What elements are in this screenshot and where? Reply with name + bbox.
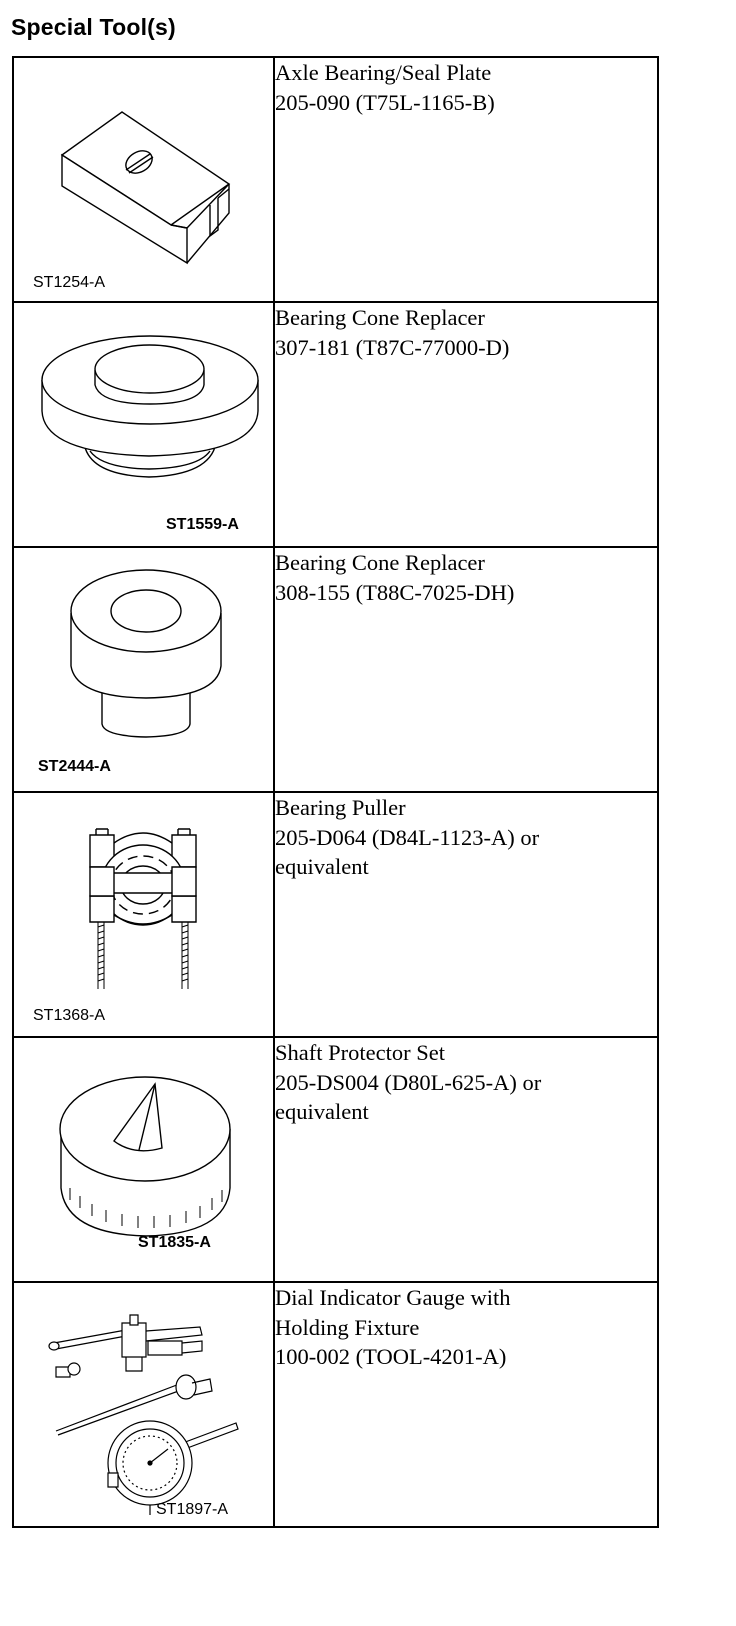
figure-code: ST1835-A <box>138 1234 211 1251</box>
tool-number: 308-155 (T88C-7025-DH) <box>275 579 515 605</box>
tool-name: Shaft Protector Set <box>275 1040 445 1065</box>
tool-image-cell <box>13 547 274 792</box>
table-row <box>13 547 658 792</box>
figure-code: ST1559-A <box>166 516 239 533</box>
seal-plate-illustration <box>14 58 273 301</box>
tool-name: Bearing Puller <box>275 795 406 820</box>
tool-number: 205-090 (T75L-1165-B) <box>275 89 495 115</box>
table-row <box>13 302 658 547</box>
tool-image-cell <box>13 302 274 547</box>
bearing-cone-replacer-tall-illustration <box>14 548 273 791</box>
table-row <box>13 1282 658 1527</box>
tool-extra: equivalent <box>275 1099 369 1124</box>
tool-name: Axle Bearing/Seal Plate <box>275 60 492 85</box>
tool-number: 307-181 (T87C-77000-D) <box>275 334 510 360</box>
tool-extra: equivalent <box>275 854 369 879</box>
figure-code: ST1368-A <box>33 1007 106 1024</box>
tool-image-cell <box>13 57 274 302</box>
table-row <box>13 792 658 1037</box>
table-row <box>13 57 658 302</box>
tool-number: 205-DS004 (D80L-625-A) or <box>275 1069 542 1095</box>
tool-description-cell <box>274 792 658 1037</box>
tool-description-cell <box>274 302 658 547</box>
tool-description-cell <box>274 547 658 792</box>
tool-description-cell <box>274 57 658 302</box>
tool-description-cell <box>274 1282 658 1527</box>
tool-image-cell <box>13 792 274 1037</box>
tool-name: Bearing Cone Replacer <box>275 305 485 330</box>
tool-name: Dial Indicator Gauge with <box>275 1285 511 1310</box>
figure-code: ST1897-A <box>156 1501 229 1518</box>
figure-code: ST1254-A <box>33 274 106 291</box>
table-row <box>13 1037 658 1282</box>
page-title: Special Tool(s) <box>11 14 176 40</box>
tool-number: 205-D064 (D84L-1123-A) or <box>275 824 540 850</box>
bearing-puller-illustration <box>14 793 273 1036</box>
figure-code: ST2444-A <box>38 758 111 775</box>
tool-extra: 100-002 (TOOL-4201-A) <box>275 1344 507 1369</box>
tool-image-cell <box>13 1037 274 1282</box>
dial-indicator-illustration <box>14 1283 273 1526</box>
tool-name: Bearing Cone Replacer <box>275 550 485 575</box>
bearing-cone-replacer-illustration <box>14 303 273 546</box>
tool-description-cell <box>274 1037 658 1282</box>
tool-image-cell <box>13 1282 274 1527</box>
special-tools-table <box>12 56 659 1528</box>
tool-number: Holding Fixture <box>275 1314 420 1340</box>
